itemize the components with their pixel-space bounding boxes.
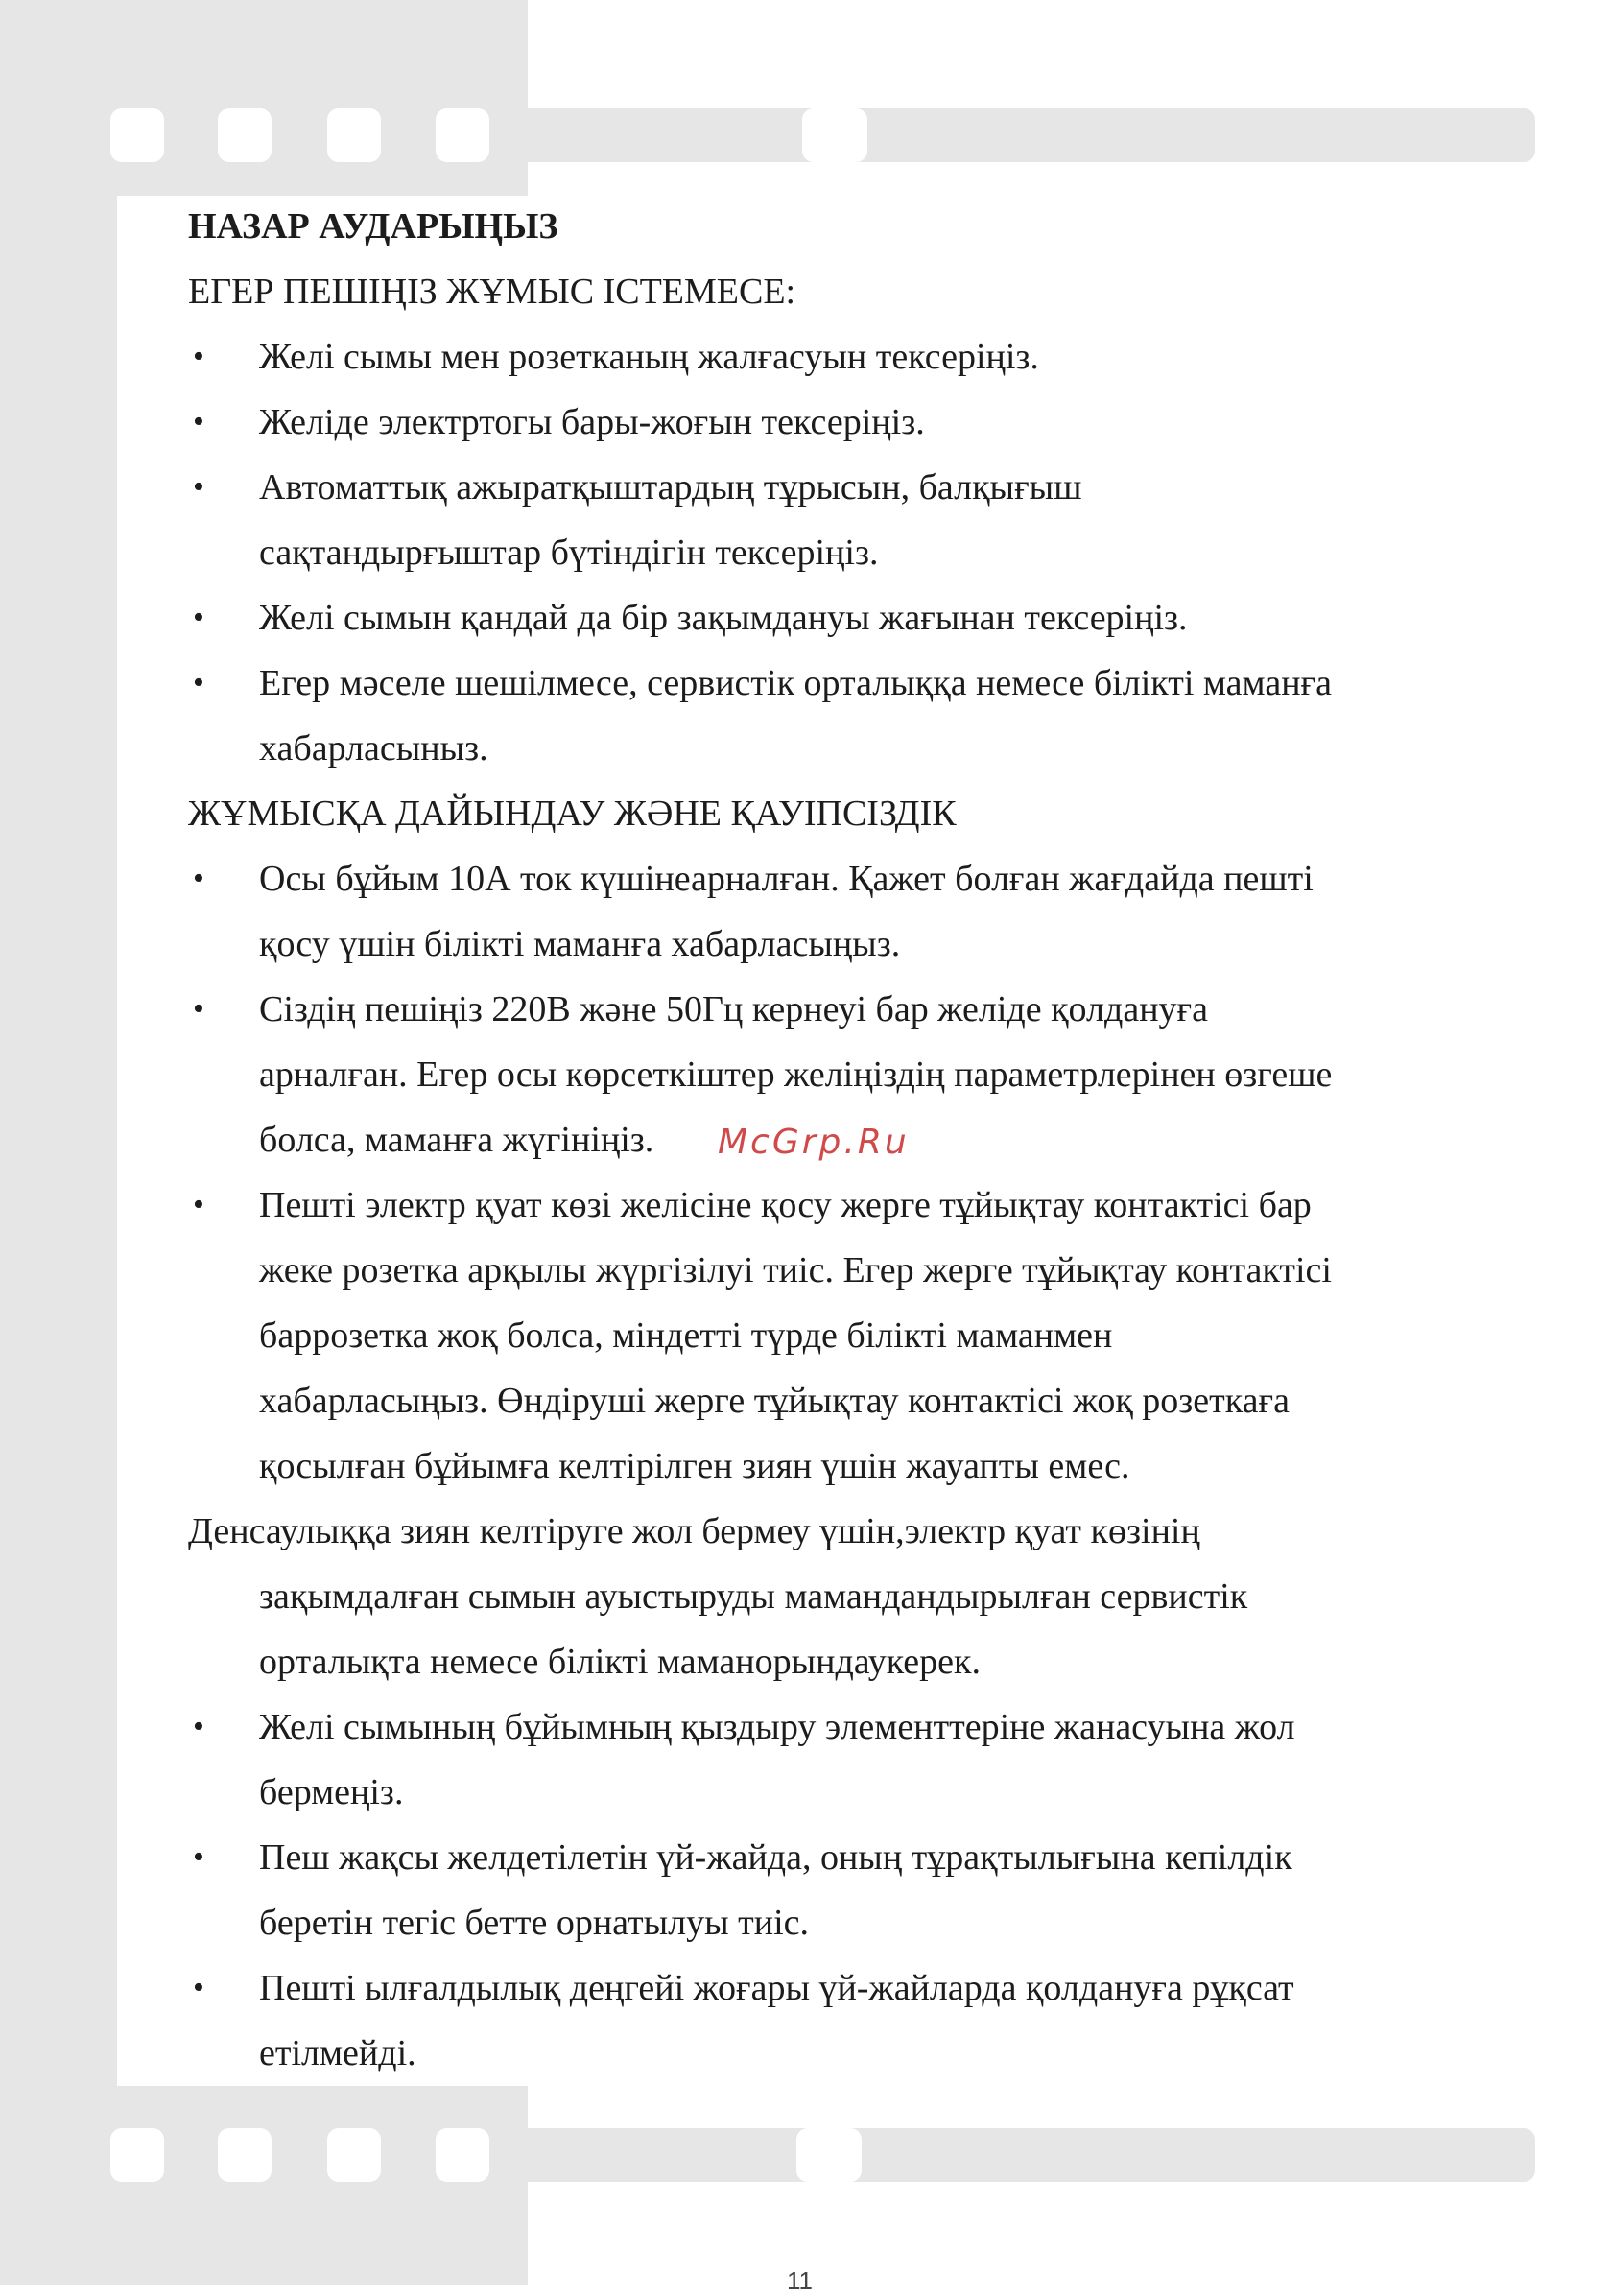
list-item-line: хабарласыныз. [259, 728, 488, 769]
paragraph-line: зақымдалған сымын ауыстыруды мамандандырылған сервистік [259, 1576, 1248, 1617]
list-item-line: бермеңіз. [259, 1772, 404, 1812]
list-item-line: сақтандырғыштар бүтіндігін тексеріңіз. [259, 533, 879, 573]
list-item-line: Желі сымы мен розетканың жалғасуын тексеріңіз. [259, 337, 1039, 377]
list-item [188, 1955, 1531, 2086]
list-item [188, 846, 1531, 977]
list-item-line: жеке розетка арқылы жүргізілуі тиіс. Егер жерге тұйықтау контактісі [259, 1250, 1332, 1290]
list-item-line: етілмейді. [259, 2033, 416, 2073]
list-item-line: беретін тегіс бетте орнатылуы тиіс. [259, 1903, 810, 1943]
list-item-line: Автоматтық ажыратқыштардың тұрысын, балқығыш [259, 467, 1082, 508]
bottom-band [528, 2128, 1535, 2182]
bullet-icon: • [193, 1709, 204, 1744]
heading: НАЗАР АУДАРЫҢЫЗ [188, 206, 558, 247]
section-title: ЕГЕР ПЕШІҢІЗ ЖҰМЫС ІСТЕМЕСЕ: [188, 272, 796, 312]
bullet-icon: • [193, 1839, 204, 1875]
top-band [528, 108, 1535, 162]
film-hole [436, 2128, 489, 2182]
film-hole [218, 2128, 272, 2182]
list-item-line: қосылған бұйымға келтірілген зиян үшін жауапты емес. [259, 1446, 1130, 1486]
bullet-list [188, 324, 1531, 781]
film-hole [436, 108, 489, 162]
list-item [188, 585, 1531, 651]
list-item [188, 1172, 1531, 1499]
bullet-icon: • [193, 1970, 204, 2005]
list-item-line: арналған. Егер осы көрсеткіштер желіңіздің параметрлерінен өзгеше [259, 1054, 1333, 1095]
bullet-icon: • [193, 339, 204, 374]
paragraph [188, 1499, 1531, 1694]
list-item-line: хабарласыңыз. Өндіруші жерге тұйықтау контактісі жоқ розеткаға [259, 1381, 1290, 1421]
film-hole [327, 2128, 381, 2182]
film-hole [110, 108, 164, 162]
list-item [188, 651, 1531, 781]
list-item-line: Желіде электртогы бары-жоғын тексеріңіз. [259, 402, 925, 442]
list-item [188, 455, 1531, 585]
bullet-icon: • [193, 469, 204, 505]
page-number: 11 [787, 2266, 813, 2295]
list-item-line: Пешті ылғалдылық деңгейі жоғары үй-жайларда қолдануға рұқсат [259, 1968, 1294, 2008]
list-item-line: Осы бұйым 10А ток күшінеарналған. Қажет болған жағдайда пешті [259, 859, 1314, 899]
watermark: McGrp.Ru [718, 1123, 910, 1162]
bullet-icon: • [193, 861, 204, 896]
bullet-icon: • [193, 404, 204, 439]
bullet-icon: • [193, 600, 204, 635]
bullet-icon: • [193, 665, 204, 700]
list-item-line: Пеш жақсы желдетілетін үй-жайда, оның тұрақтылығына кепілдік [259, 1837, 1292, 1878]
bullet-list [188, 1694, 1531, 2086]
list-item-line: болса, маманға жүгініңіз. [259, 1120, 654, 1160]
list-item-line: Сіздің пешіңіз 220В және 50Гц кернеуі бар желіде қолдануға [259, 989, 1209, 1030]
list-item [188, 390, 1531, 455]
list-item-line: Желі сымының бұйымның қыздыру элементтеріне жанасуына жол [259, 1707, 1295, 1747]
list-item [188, 1694, 1531, 1825]
bullet-icon: • [193, 1187, 204, 1222]
bullet-icon: • [193, 991, 204, 1027]
bullet-list [188, 846, 1531, 1499]
paragraph-line: орталықта немесе білікті маманорындаукерек. [259, 1642, 981, 1682]
list-item [188, 1825, 1531, 1955]
paragraph-line: Денсаулыққа зиян келтіруге жол бермеу үшін,электр қуат көзінің [188, 1511, 1200, 1551]
film-hole [218, 108, 272, 162]
list-item-line: Егер мәселе шешілмесе, сервистік орталыққа немесе білікті маманға [259, 663, 1332, 703]
list-item-line: баррозетка жоқ болса, міндетті түрде білікті маманмен [259, 1315, 1113, 1356]
list-item [188, 324, 1531, 390]
list-item-line: Пешті электр қуат көзі желісіне қосу жерге тұйықтау контактісі бар [259, 1185, 1312, 1225]
list-item-line: Желі сымын қандай да бір зақымдануы жағынан тексеріңіз. [259, 598, 1188, 638]
film-hole [796, 2128, 862, 2182]
section-title: ЖҰМЫСҚА ДАЙЫНДАУ ЖӘНЕ ҚАУІПСІЗДІК [188, 793, 957, 834]
film-hole [327, 108, 381, 162]
film-hole [802, 108, 867, 162]
film-hole [110, 2128, 164, 2182]
list-item-line: қосу үшін білікті маманға хабарласыңыз. [259, 924, 901, 964]
